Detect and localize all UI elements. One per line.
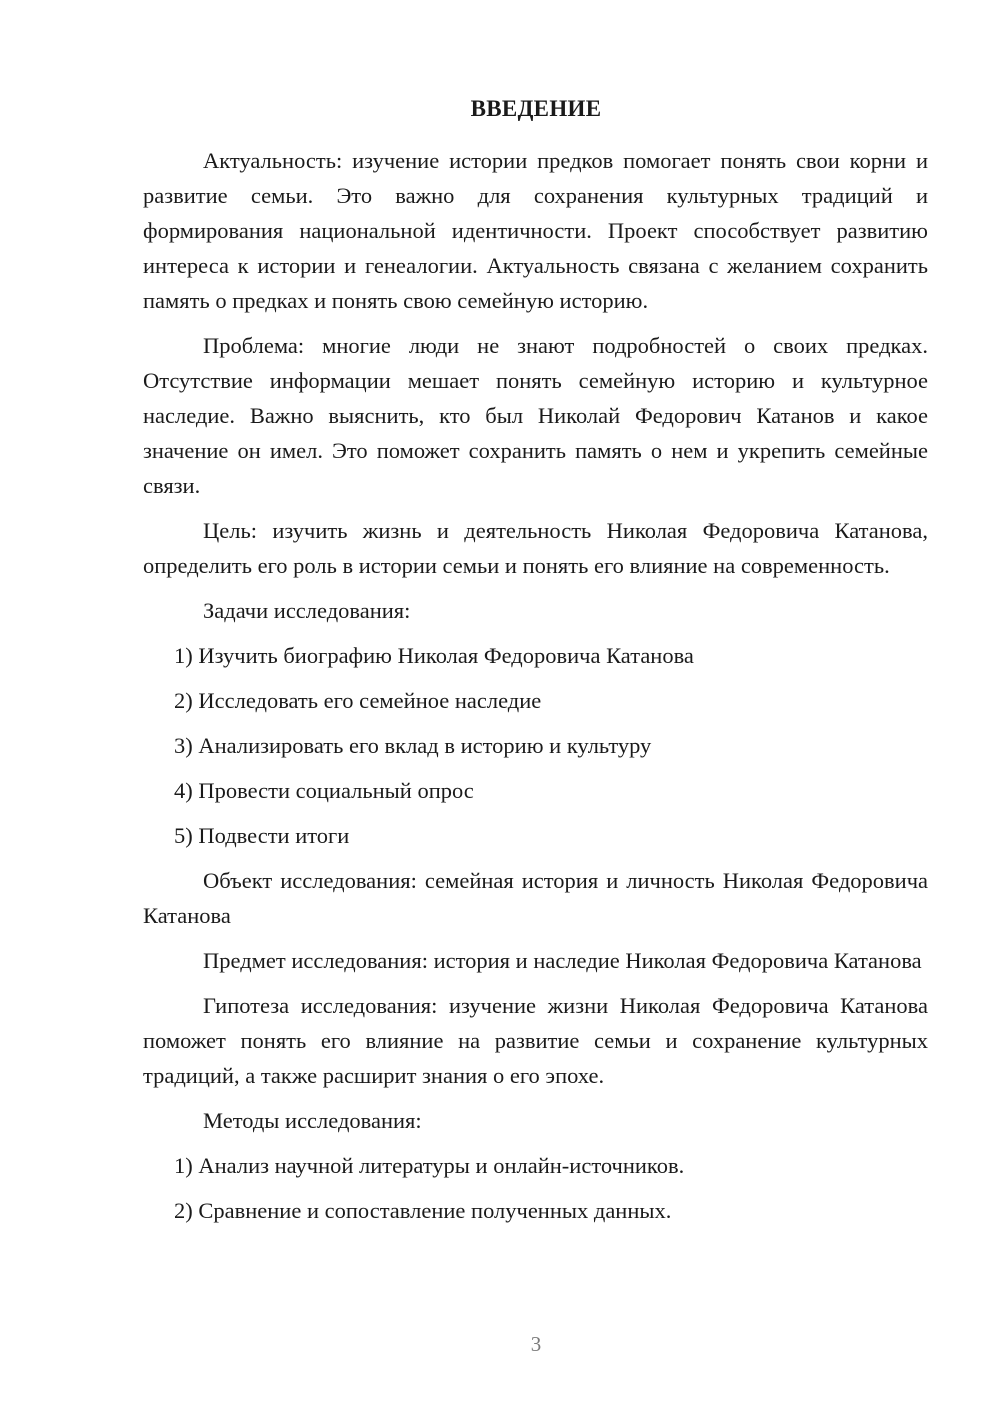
page-number: 3 <box>530 1332 542 1356</box>
subject-paragraph: Предмет исследования: история и наследие Николая Федоровича Катанова <box>203 948 922 973</box>
problem-paragraph: Проблема: многие люди не знают подробностей о своих предках. Отсутствие информации мешает понять семейную историю и культурное наследие. Важно выяснить, кто был Николай Федорович Катанов и какое значение он имел. Это поможет сохранить память о нем и укрепить семейные связи. <box>143 333 928 498</box>
list-item: 5) Подвести итоги <box>174 823 350 848</box>
list-item: 2) Исследовать его семейное наследие <box>174 688 542 713</box>
relevance-paragraph: Актуальность: изучение истории предков помогает понять свои корни и развитие семьи. Это важно для сохранения культурных традиций и формирования национальной идентичности. Проект способствует развитию интереса к истории и генеалогии. Актуальность связана с желанием сохранить память о предках и понять свою семейную историю. <box>143 148 928 313</box>
list-item: 1) Анализ научной литературы и онлайн-источников. <box>174 1153 685 1178</box>
page-title: ВВЕДЕНИЕ <box>470 96 602 121</box>
hypothesis-paragraph: Гипотеза исследования: изучение жизни Николая Федоровича Катанова поможет понять его влияние на развитие семьи и сохранение культурных традиций, а также расширит знания о его эпохе. <box>143 993 928 1088</box>
list-item: 1) Изучить биографию Николая Федоровича Катанова <box>174 643 694 668</box>
tasks-title: Задачи исследования: <box>203 598 411 623</box>
object-paragraph: Объект исследования: семейная история и личность Николая Федоровича Катанова <box>143 868 928 928</box>
tasks-list <box>143 638 928 853</box>
methods-list <box>143 1148 928 1228</box>
document-body <box>143 143 928 1238</box>
list-item: 2) Сравнение и сопоставление полученных данных. <box>174 1198 672 1223</box>
methods-title: Методы исследования: <box>203 1108 422 1133</box>
goal-paragraph: Цель: изучить жизнь и деятельность Николая Федоровича Катанова, определить его роль в истории семьи и понять его влияние на современность. <box>143 518 928 578</box>
list-item: 3) Анализировать его вклад в историю и культуру <box>174 733 652 758</box>
list-item: 4) Провести социальный опрос <box>174 778 474 803</box>
